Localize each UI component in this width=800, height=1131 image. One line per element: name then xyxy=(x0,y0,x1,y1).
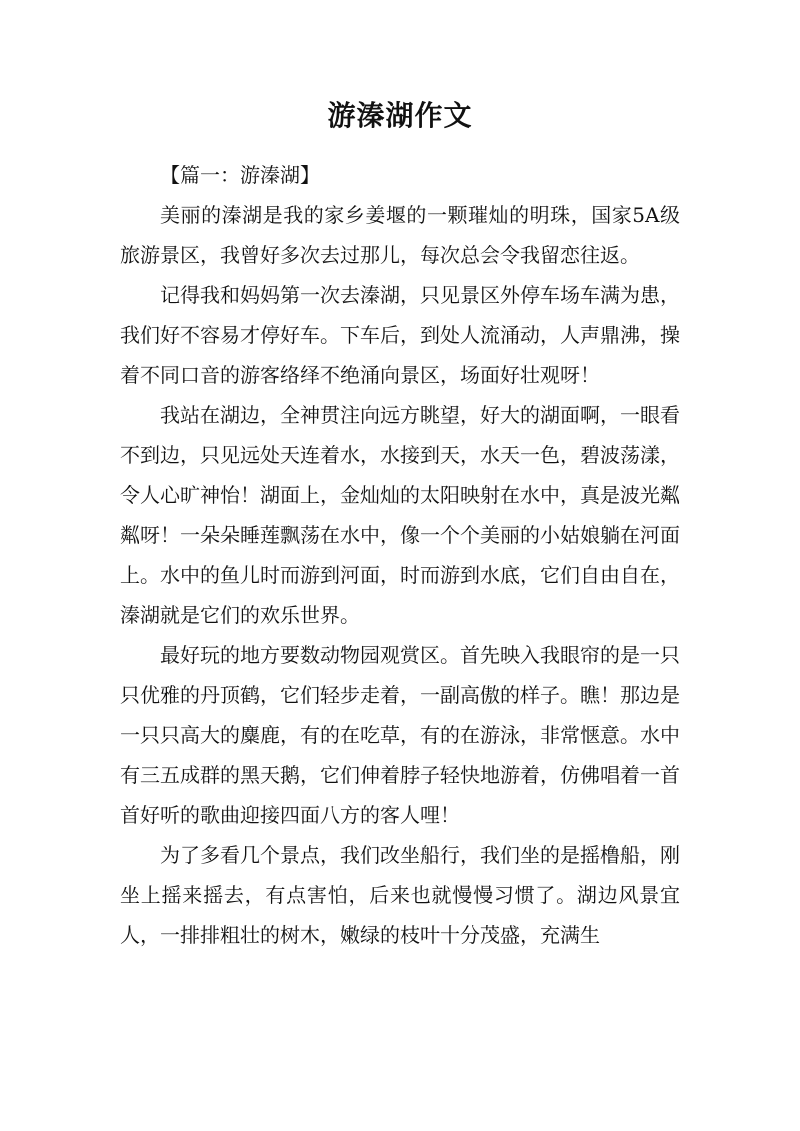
document-body xyxy=(120,155,680,955)
paragraph-1: 美丽的溱湖是我的家乡姜堰的一颗璀灿的明珠，国家5A级旅游景区，我曾好多次去过那儿，每次总会令我留恋往返。 xyxy=(120,203,680,267)
paragraph-4: 最好玩的地方要数动物园观赏区。首先映入我眼帘的是一只只优雅的丹顶鹤，它们轻步走着，一副高傲的样子。瞧！那边是一只只高大的麋鹿，有的在吃草，有的在游泳，非常惬意。水中有三五成群的黑天鹅，它们伸着脖子轻快地游着，仿佛唱着一首首好听的歌曲迎接四面八方的客人哩！ xyxy=(120,643,680,827)
paragraph-3: 我站在湖边，全神贯注向远方眺望，好大的湖面啊，一眼看不到边，只见远处天连着水，水接到天，水天一色，碧波荡漾，令人心旷神怡！湖面上，金灿灿的太阳映射在水中，真是波光粼粼呀！一朵朵睡莲飘荡在水中，像一个个美丽的小姑娘躺在河面上。水中的鱼儿时而游到河面，时而游到水底，它们自由自在，溱湖就是它们的欢乐世界。 xyxy=(120,403,680,627)
section-heading: 【篇一：游溱湖】 xyxy=(160,163,320,187)
paragraph-2: 记得我和妈妈第一次去溱湖，只见景区外停车场车满为患，我们好不容易才停好车。下车后，到处人流涌动，人声鼎沸，操着不同口音的游客络绎不绝涌向景区，场面好壮观呀！ xyxy=(120,283,680,387)
paragraph-5: 为了多看几个景点，我们改坐船行，我们坐的是摇橹船，刚坐上摇来摇去，有点害怕，后来也就慢慢习惯了。湖边风景宜人，一排排粗壮的树木，嫩绿的枝叶十分茂盛，充满生 xyxy=(120,843,680,947)
document-title: 游溱湖作文 xyxy=(327,99,473,132)
